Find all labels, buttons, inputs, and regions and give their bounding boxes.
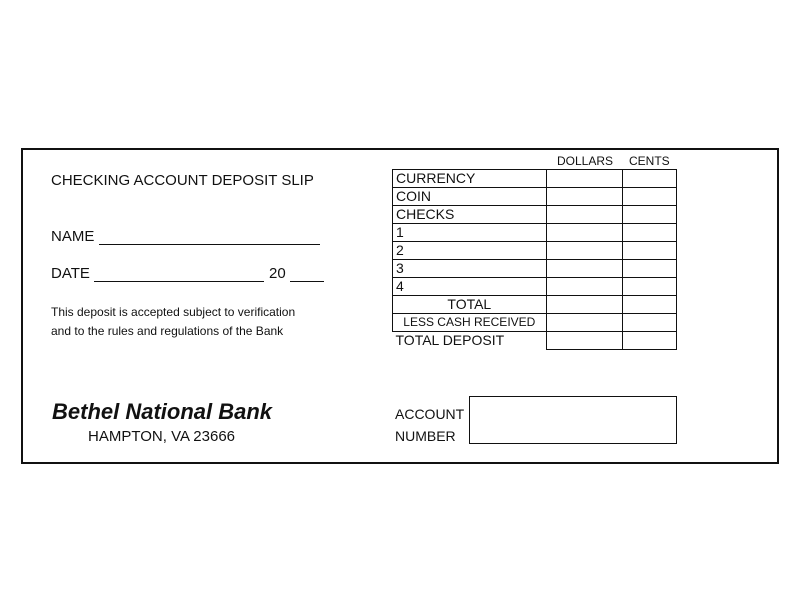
row-label-check-4: 4 [393, 278, 547, 296]
table-row [393, 260, 677, 278]
currency-cents-cell[interactable] [623, 170, 677, 188]
check-2-dollars-cell[interactable] [546, 242, 623, 260]
row-label-total: TOTAL [393, 296, 547, 314]
year-field[interactable] [290, 281, 324, 282]
total-deposit-dollars-cell[interactable] [546, 332, 623, 350]
less-cash-dollars-cell[interactable] [546, 314, 623, 332]
currency-dollars-cell[interactable] [546, 170, 623, 188]
row-label-currency: CURRENCY [393, 170, 547, 188]
check-2-cents-cell[interactable] [623, 242, 677, 260]
checks-dollars-cell[interactable] [546, 206, 623, 224]
table-row [393, 278, 677, 296]
table-row [393, 242, 677, 260]
check-4-dollars-cell[interactable] [546, 278, 623, 296]
row-label-check-2: 2 [393, 242, 547, 260]
dollars-column-header: DOLLARS [557, 154, 614, 168]
account-label: ACCOUNT [395, 406, 465, 422]
check-3-dollars-cell[interactable] [546, 260, 623, 278]
less-cash-cents-cell[interactable] [623, 314, 677, 332]
name-label: NAME [51, 228, 95, 245]
date-label: DATE [51, 265, 90, 282]
check-1-dollars-cell[interactable] [546, 224, 623, 242]
date-field[interactable] [94, 281, 264, 282]
table-row [393, 332, 677, 350]
row-label-less-cash-received: LESS CASH RECEIVED [393, 314, 547, 332]
terms-note-line-1: This deposit is accepted subject to verification [51, 305, 296, 319]
row-label-checks: CHECKS [393, 206, 547, 224]
table-row [393, 296, 677, 314]
total-cents-cell[interactable] [623, 296, 677, 314]
coin-dollars-cell[interactable] [546, 188, 623, 206]
table-row [393, 170, 677, 188]
slip-title: CHECKING ACCOUNT DEPOSIT SLIP [51, 172, 314, 189]
account-number-box[interactable] [469, 396, 677, 444]
number-label: NUMBER [395, 428, 456, 444]
checks-cents-cell[interactable] [623, 206, 677, 224]
deposit-table [392, 169, 677, 350]
deposit-slip [21, 148, 779, 464]
total-dollars-cell[interactable] [546, 296, 623, 314]
table-row [393, 314, 677, 332]
row-label-total-deposit: TOTAL DEPOSIT [393, 332, 547, 350]
row-label-check-3: 3 [393, 260, 547, 278]
name-field[interactable] [99, 244, 320, 245]
terms-note-line-2: and to the rules and regulations of the Bank [51, 324, 284, 338]
bank-name: Bethel National Bank [52, 399, 273, 424]
table-row [393, 224, 677, 242]
table-row [393, 188, 677, 206]
total-deposit-cents-cell[interactable] [623, 332, 677, 350]
coin-cents-cell[interactable] [623, 188, 677, 206]
check-3-cents-cell[interactable] [623, 260, 677, 278]
check-1-cents-cell[interactable] [623, 224, 677, 242]
year-prefix: 20 [269, 265, 286, 282]
bank-address: HAMPTON, VA 23666 [88, 428, 236, 445]
row-label-check-1: 1 [393, 224, 547, 242]
cents-column-header: CENTS [629, 154, 670, 168]
row-label-coin: COIN [393, 188, 547, 206]
check-4-cents-cell[interactable] [623, 278, 677, 296]
table-row [393, 206, 677, 224]
